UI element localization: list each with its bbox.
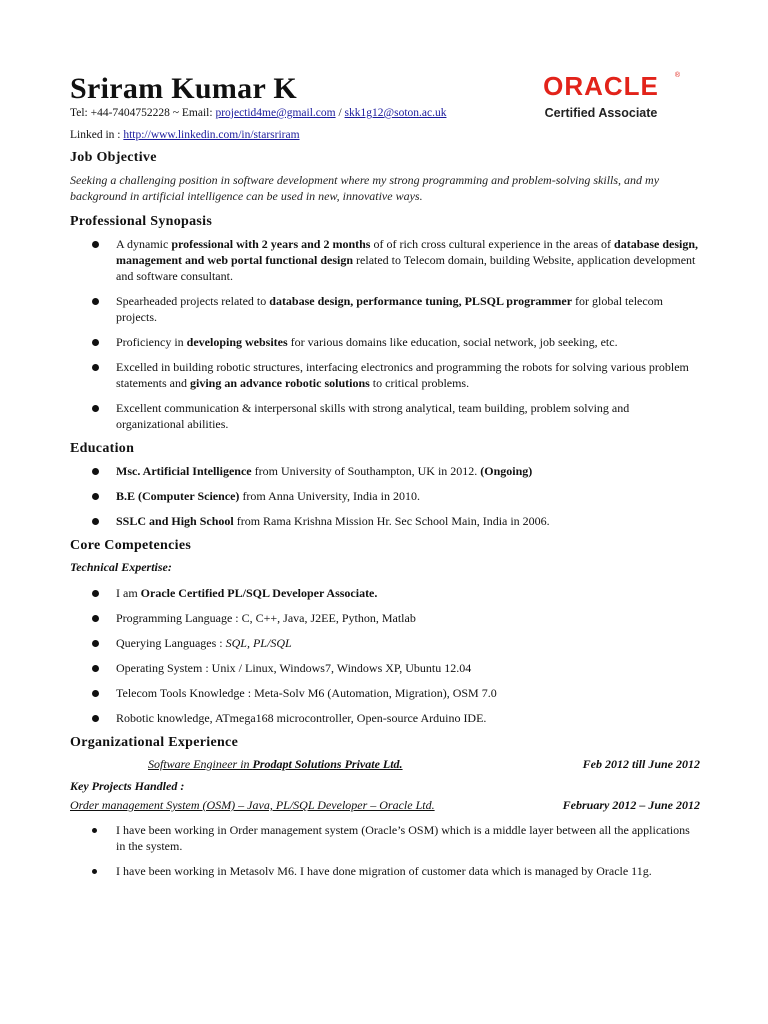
candidate-name: Sriram Kumar K	[70, 72, 297, 105]
text-run: I have been working in Order management system (Oracle’s OSM) which is a middle layer between all the applications in the system.	[116, 823, 690, 853]
education-list	[70, 463, 700, 529]
project-dates: February 2012 – June 2012	[562, 798, 700, 812]
section-title-objective: Job Objective	[70, 150, 157, 165]
contact-line	[70, 107, 446, 119]
synopsis-list	[70, 236, 700, 432]
list-item	[70, 610, 700, 626]
competencies-list	[70, 585, 700, 726]
resume-body	[70, 150, 700, 888]
text-run: Programming Language : C, C++, Java, J2EE, Python, Matlab	[116, 611, 416, 625]
text-run: to critical problems.	[369, 376, 470, 390]
bullet-icon	[92, 241, 99, 248]
role-dates: Feb 2012 till June 2012	[582, 757, 700, 771]
degree-name: B.E (Computer Science)	[116, 489, 240, 503]
tel-label: Tel:	[70, 107, 91, 119]
registered-mark: ®	[674, 72, 680, 79]
project-row	[70, 798, 700, 816]
bullet-icon	[92, 364, 99, 371]
list-item	[70, 660, 700, 676]
text-run: related to Telecom domain, building Website, application development and software consultant.	[116, 253, 696, 283]
technical-expertise-heading: Technical Expertise:	[70, 560, 172, 574]
text-run: from Anna University, India in 2010.	[239, 489, 420, 503]
text-run: Proficiency in	[116, 335, 187, 349]
bullet-icon	[92, 665, 99, 672]
job-role	[148, 757, 403, 772]
project-details-list	[70, 822, 700, 879]
linkedin-line	[70, 129, 300, 141]
section-title-competencies: Core Competencies	[70, 538, 192, 553]
italic-text: SQL, PL/SQL	[225, 636, 292, 650]
job-role-row	[70, 757, 700, 775]
text-run: from University of Southampton, UK in 2012.	[251, 464, 481, 478]
list-item	[70, 513, 700, 529]
text-run: for various domains like education, social network, job seeking, etc.	[287, 335, 618, 349]
objective-text: Seeking a challenging position in software development where my strong programming and problem-solving skills, and my background in artificial intelligence can be used in new, innovative ways.	[70, 173, 660, 203]
list-item	[70, 236, 700, 284]
text-run: Excellent communication & interpersonal skills with strong analytical, team building, problem solving and organizational abilities.	[116, 401, 630, 431]
text-run: Operating System : Unix / Linux, Windows7, Windows XP, Ubuntu 12.04	[116, 661, 472, 675]
certification-label: Certified Associate	[544, 106, 658, 120]
bullet-icon	[92, 298, 99, 305]
bullet-icon	[92, 828, 97, 833]
linkedin-label: Linked in :	[70, 129, 124, 141]
key-projects-heading: Key Projects Handled :	[70, 779, 185, 793]
bullet-icon	[92, 640, 99, 647]
list-item	[70, 822, 700, 854]
oracle-brand-text: ORACLE	[543, 71, 659, 101]
text-run: of of rich cross cultural experience in the areas of	[370, 237, 615, 251]
section-title-synopsis: Professional Synopasis	[70, 214, 213, 229]
bullet-icon	[92, 715, 99, 722]
bold-text: Oracle Certified PL/SQL Developer Associate.	[140, 586, 378, 600]
linkedin-link[interactable]: http://www.linkedin.com/in/starsriram	[123, 129, 300, 141]
oracle-certified-logo	[520, 68, 680, 130]
bold-text: developing websites	[186, 335, 288, 349]
list-item	[70, 293, 700, 325]
text-run: Excelled in building robotic structures, interfacing electronics and programming the robots for solving various problem statements and	[116, 360, 689, 390]
bold-text: giving an advance robotic solutions	[189, 376, 370, 390]
bullet-icon	[92, 518, 99, 525]
bullet-icon	[92, 615, 99, 622]
list-item	[70, 685, 700, 701]
list-item	[70, 585, 700, 601]
bold-text: professional with 2 years and 2 months	[171, 237, 371, 251]
bold-text: database design, performance tuning, PLSQL programmer	[269, 294, 573, 308]
bullet-icon	[92, 493, 99, 500]
phone-number: +44-7404752228	[90, 107, 170, 119]
email-label: ~ Email:	[169, 107, 216, 119]
list-item	[70, 334, 700, 350]
text-run: A dynamic	[116, 237, 172, 251]
text-run: Robotic knowledge, ATmega168 microcontroller, Open-source Arduino IDE.	[116, 711, 487, 725]
text-run: Querying Languages :	[116, 636, 226, 650]
bullet-icon	[92, 690, 99, 697]
status-label: (Ongoing)	[480, 464, 533, 478]
email-link-secondary[interactable]: skk1g12@soton.ac.uk	[344, 107, 447, 119]
bullet-icon	[92, 468, 99, 475]
list-item	[70, 863, 700, 879]
section-title-experience: Organizational Experience	[70, 735, 239, 750]
section-title-education: Education	[70, 441, 135, 456]
bullet-icon	[92, 590, 99, 597]
list-item	[70, 710, 700, 726]
text-run: from Rama Krishna Mission Hr. Sec School Main, India in 2006.	[233, 514, 550, 528]
list-item	[70, 463, 700, 479]
list-item	[70, 359, 700, 391]
bold-text: database design, management and web portal functional design	[116, 237, 699, 267]
text-run: Spearheaded projects related to	[116, 294, 270, 308]
degree-name: Msc. Artificial Intelligence	[116, 464, 252, 478]
text-run: I have been working in Metasolv M6. I have done migration of customer data which is managed by Oracle 11g.	[116, 864, 652, 878]
list-item	[70, 400, 700, 432]
text-run: for global telecom projects.	[116, 294, 664, 324]
email-link-primary[interactable]: projectid4me@gmail.com	[215, 107, 336, 119]
list-item	[70, 635, 700, 651]
project-name: Order management System (OSM) – Java, PL/SQL Developer – Oracle Ltd.	[70, 798, 435, 812]
text-run: I am	[116, 586, 141, 600]
email-separator: /	[335, 107, 345, 119]
bullet-icon	[92, 405, 99, 412]
role-title: Software Engineer in	[148, 757, 253, 771]
text-run: Telecom Tools Knowledge : Meta-Solv M6 (Automation, Migration), OSM 7.0	[116, 686, 497, 700]
list-item	[70, 488, 700, 504]
company-name: Prodapt Solutions Private Ltd.	[252, 757, 403, 771]
bullet-icon	[92, 339, 99, 346]
bullet-icon	[92, 869, 97, 874]
degree-name: SSLC and High School	[116, 514, 234, 528]
